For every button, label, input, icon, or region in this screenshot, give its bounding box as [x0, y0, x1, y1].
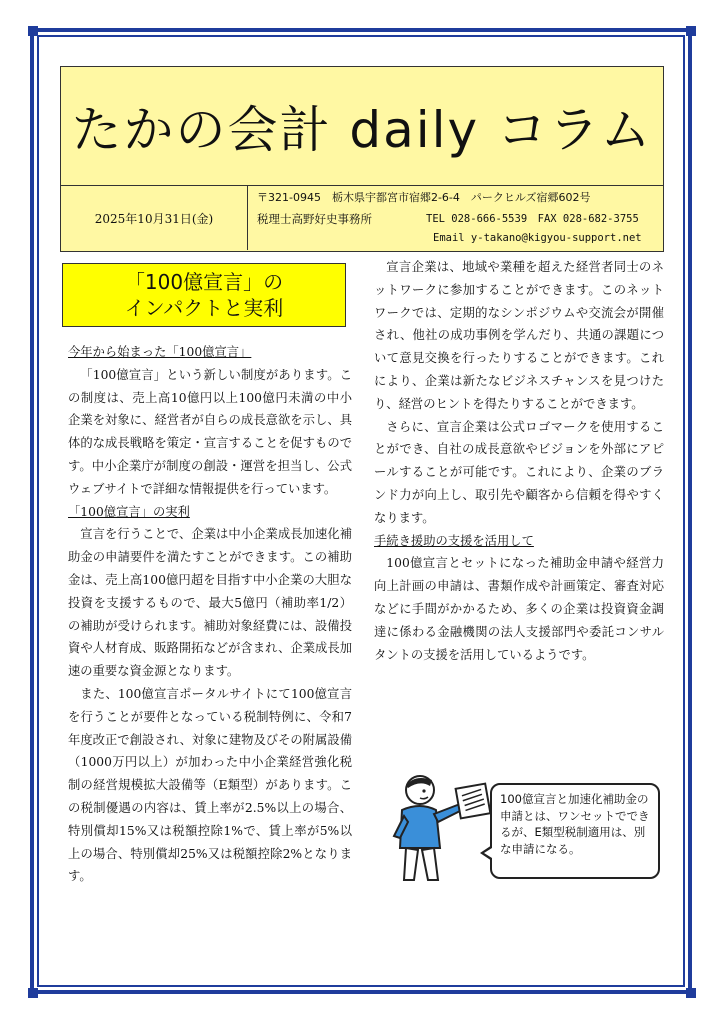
paragraph: 「100億宣言」という新しい制度があります。この制度は、売上高10億円以上100億円未満の中小企業を対象に、経営者が自らの成長意欲を示し、具体的な成長戦略を策定・宣言することを促すものです。中小企業庁が制度の創設・運営を担当し、公式ウェブサイトで詳細な情報提供を行っています。	[68, 367, 352, 496]
article-left-column	[68, 341, 352, 888]
speech-bubble: 100億宣言と加速化補助金の申請とは、ワンセットでできるが、E類型税制適用は、別な申請になる。	[490, 783, 660, 879]
headline-line-1: 「100億宣言」の	[124, 270, 284, 294]
paragraph: 100億宣言とセットになった補助金申請や経営力向上計画の申請は、書類作成や計画策定、審査対応などに手間がかかるため、多くの企業は投資資金調達に係わる金融機関の法人支援部門や委託コンサルタントの支援を活用しているようです。	[374, 556, 664, 662]
office-address: 〒321-0945 栃木県宇都宮市宿郷2-6-4 パークヒルズ宿郷602号	[257, 191, 591, 204]
paragraph: また、100億宣言ポータルサイトにて100億宣言を行うことが要件となっている税制特例に、令和7年度改正で創設され、対象に建物及びその附属設備（1000万円以上）が加わった中小企業経営強化税制の経営規模拡大設備等（E類型）があります。この税制優遇の内容は、賃上率が2.5%以上の場合、特別償却15%又は税額控除1%で、賃上率が5%以上の場合、特別償却25%又は税額控除2%となります。	[68, 686, 352, 884]
article-headline	[62, 263, 346, 327]
section-heading: 手続き援助の支援を活用して	[374, 533, 534, 548]
speech-bubble-tail-inner	[484, 848, 492, 858]
header-info	[60, 186, 664, 252]
presenter-illustration	[384, 770, 496, 890]
column-title: たかの会計 daily コラム	[60, 66, 664, 186]
office-name: 税理士高野好史事務所	[257, 212, 372, 226]
issue-date: 2025年10月31日(金)	[61, 186, 248, 250]
frame-corner	[686, 26, 696, 36]
paragraph: 宣言企業は、地域や業種を超えた経営者同士のネットワークに参加することができます。このネットワークでは、定期的なシンポジウムや交流会が開催され、他社の成功事例を学んだり、共通の課題について意見交換を行ったりすることができます。これにより、企業は新たなビジネスチャンスを見つけたり、経営のヒントを得たりすることができます。	[374, 260, 664, 411]
section-heading: 「100億宣言」の実利	[68, 504, 190, 519]
paragraph: 宣言を行うことで、企業は中小企業成長加速化補助金の申請要件を満たすことができます。この補助金は、売上高100億円超を目指す中小企業の大胆な投資を支援するもので、最大5億円（補助率1/2）の補助が受けられます。補助対象経費には、設備投資や人材育成、販路開拓などが含まれ、企業成長加速の重要な資金源となります。	[68, 527, 352, 679]
frame-corner	[28, 988, 38, 998]
headline-line-2: インパクトと実利	[124, 296, 284, 320]
frame-corner	[686, 988, 696, 998]
paragraph: さらに、宣言企業は公式ロゴマークを使用することができ、自社の成長意欲やビジョンを外部にアピールすることが可能です。これにより、企業のブランド力が向上し、取引先や顧客から信頼を得やすくなります。	[374, 419, 664, 525]
office-phone-fax: TEL 028-666-5539 FAX 028-682-3755	[426, 213, 639, 225]
article-right-column	[374, 256, 664, 666]
section-heading: 今年から始まった「100億宣言」	[68, 345, 252, 359]
frame-corner	[28, 26, 38, 36]
office-email: Email y-takano@kigyou-support.net	[433, 232, 642, 244]
